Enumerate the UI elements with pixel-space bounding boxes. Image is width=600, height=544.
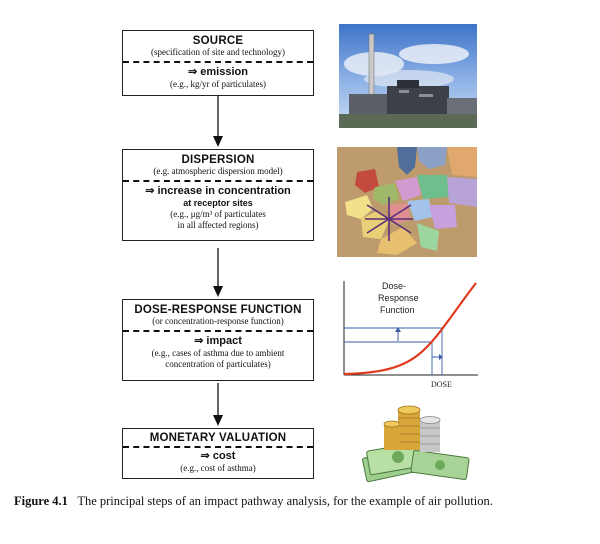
caption-text: The principal steps of an impact pathway analysis, for the example of air pollution. <box>77 494 493 508</box>
valuation-box <box>122 428 314 479</box>
dose-response-label-3: Function <box>380 305 415 315</box>
power-plant-photo <box>339 24 477 128</box>
dose-response-label-1: Dose- <box>382 281 407 291</box>
dispersion-result-example-2: in all affected regions) <box>177 220 259 230</box>
dose-response-divider <box>123 330 313 332</box>
arrow-dose-response-to-valuation <box>212 383 224 427</box>
source-subtitle: (specification of site and technology) <box>151 47 285 57</box>
dose-response-result-example-2: concentration of particulates) <box>165 359 271 369</box>
europe-map <box>337 147 477 257</box>
source-result: ⇒ emission <box>188 66 248 78</box>
dose-response-result: ⇒ impact <box>194 335 242 347</box>
dispersion-result-extra: at receptor sites <box>183 198 253 208</box>
dose-response-label-2: Response <box>378 293 419 303</box>
dose-response-subtitle: (or concentration-response function) <box>152 316 284 326</box>
dose-axis-label: DOSE <box>431 380 452 389</box>
dispersion-result-example-1: (e.g., μg/m³ of particulates <box>170 209 266 219</box>
dose-response-result-example-1: (e.g., cases of asthma due to ambient <box>151 348 285 358</box>
dose-response-box <box>122 299 314 381</box>
valuation-result-example: (e.g., cost of asthma) <box>180 463 256 473</box>
source-title: SOURCE <box>192 35 244 47</box>
source-divider <box>123 61 313 63</box>
dose-response-chart <box>338 277 480 389</box>
dispersion-box <box>122 149 314 241</box>
figure-caption <box>14 494 589 509</box>
arrow-source-to-dispersion <box>212 96 224 148</box>
arrow-dispersion-to-dose-response <box>212 248 224 298</box>
source-result-example: (e.g., kg/yr of particulates) <box>170 79 266 89</box>
valuation-result: ⇒ cost <box>200 450 236 462</box>
source-box <box>122 30 314 96</box>
dose-response-title: DOSE-RESPONSE FUNCTION <box>134 304 302 316</box>
dispersion-title: DISPERSION <box>181 154 255 166</box>
figure-number: Figure 4.1 <box>14 494 68 508</box>
dispersion-result: ⇒ increase in concentration <box>145 185 291 197</box>
valuation-title: MONETARY VALUATION <box>149 432 287 444</box>
dispersion-divider <box>123 180 313 182</box>
money-illustration <box>360 394 470 484</box>
valuation-divider <box>123 446 313 448</box>
dispersion-subtitle: (e.g. atmospheric dispersion model) <box>153 166 283 176</box>
